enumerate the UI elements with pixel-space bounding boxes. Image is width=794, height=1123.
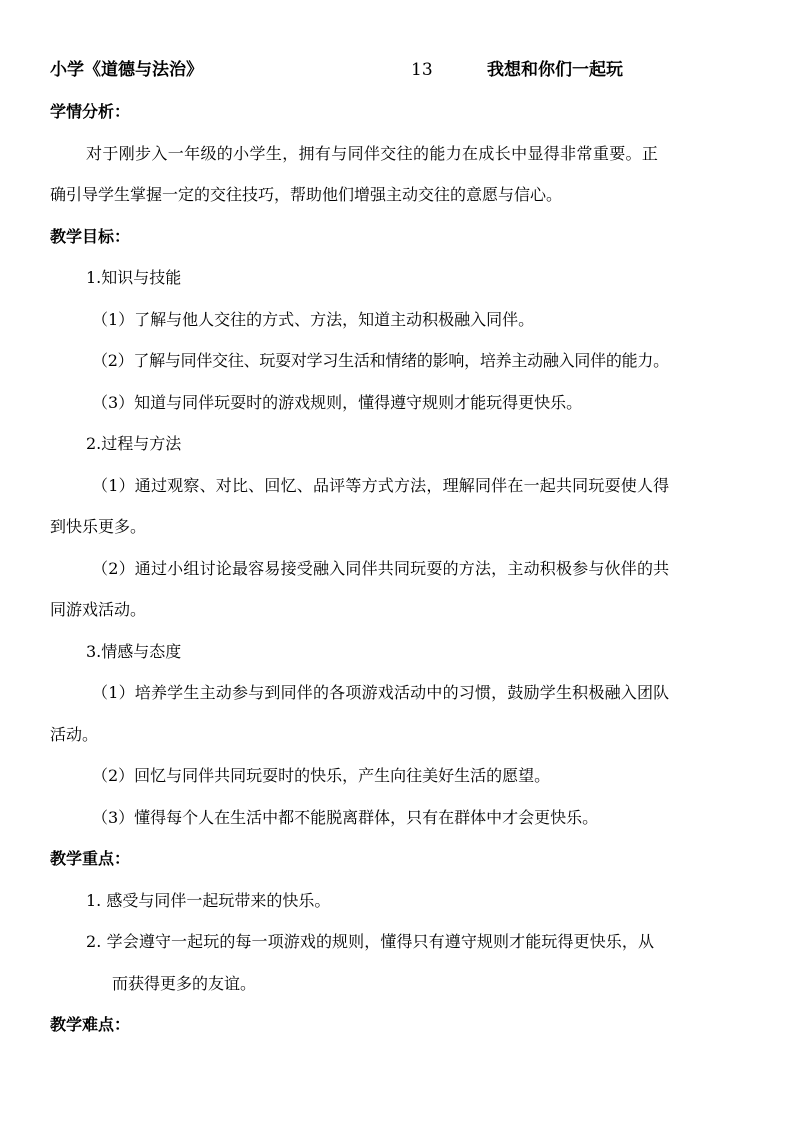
- goal-1-item-3: （3）知道与同伴玩耍时的游戏规则，懂得遵守规则才能玩得更快乐。: [92, 393, 583, 412]
- key-point-2-line-1: 2. 学会遵守一起玩的每一项游戏的规则，懂得只有遵守规则才能玩得更快乐，从: [86, 932, 655, 951]
- key-points-heading: 教学重点：: [50, 849, 131, 868]
- goal-2-item-2-line-1: （2）通过小组讨论最容易接受融入同伴共同玩耍的方法，主动积极参与伙伴的共: [92, 559, 670, 578]
- key-point-2-line-2: 而获得更多的友谊。: [112, 974, 257, 993]
- goal-1-item-1: （1）了解与他人交往的方式、方法，知道主动积极融入同伴。: [92, 310, 535, 329]
- goal-1-title: 1.知识与技能: [86, 268, 182, 287]
- goal-3-title: 3.情感与态度: [86, 642, 182, 661]
- goal-2-item-1-line-2: 到快乐更多。: [50, 517, 147, 536]
- goal-3-item-1-line-1: （1）培养学生主动参与到同伴的各项游戏活动中的习惯，鼓励学生积极融入团队: [92, 683, 670, 702]
- analysis-paragraph-line-1: 对于刚步入一年级的小学生，拥有与同伴交往的能力在成长中显得非常重要。正: [86, 144, 659, 163]
- analysis-paragraph-line-2: 确引导学生掌握一定的交往技巧，帮助他们增强主动交往的意愿与信心。: [50, 185, 563, 204]
- goal-1-item-2: （2）了解与同伴交往、玩耍对学习生活和情绪的影响，培养主动融入同伴的能力。: [92, 351, 669, 370]
- key-point-1: 1. 感受与同伴一起玩带来的快乐。: [86, 891, 331, 910]
- lesson-title: 我想和你们一起玩: [487, 60, 623, 80]
- lesson-number: 13: [411, 60, 433, 80]
- goal-2-title: 2.过程与方法: [86, 434, 182, 453]
- difficulty-heading: 教学难点：: [50, 1015, 131, 1034]
- goals-heading: 教学目标：: [50, 227, 131, 246]
- goal-3-item-1-line-2: 活动。: [50, 725, 99, 744]
- goal-2-item-2-line-2: 同游戏活动。: [50, 600, 147, 619]
- course-title: 小学《道德与法治》: [50, 60, 203, 80]
- analysis-heading: 学情分析：: [50, 102, 131, 121]
- goal-3-item-3: （3）懂得每个人在生活中都不能脱离群体，只有在群体中才会更快乐。: [92, 808, 599, 827]
- goal-2-item-1-line-1: （1）通过观察、对比、回忆、品评等方式方法，理解同伴在一起共同玩耍使人得: [92, 476, 670, 495]
- goal-3-item-2: （2）回忆与同伴共同玩耍时的快乐，产生向往美好生活的愿望。: [92, 766, 551, 785]
